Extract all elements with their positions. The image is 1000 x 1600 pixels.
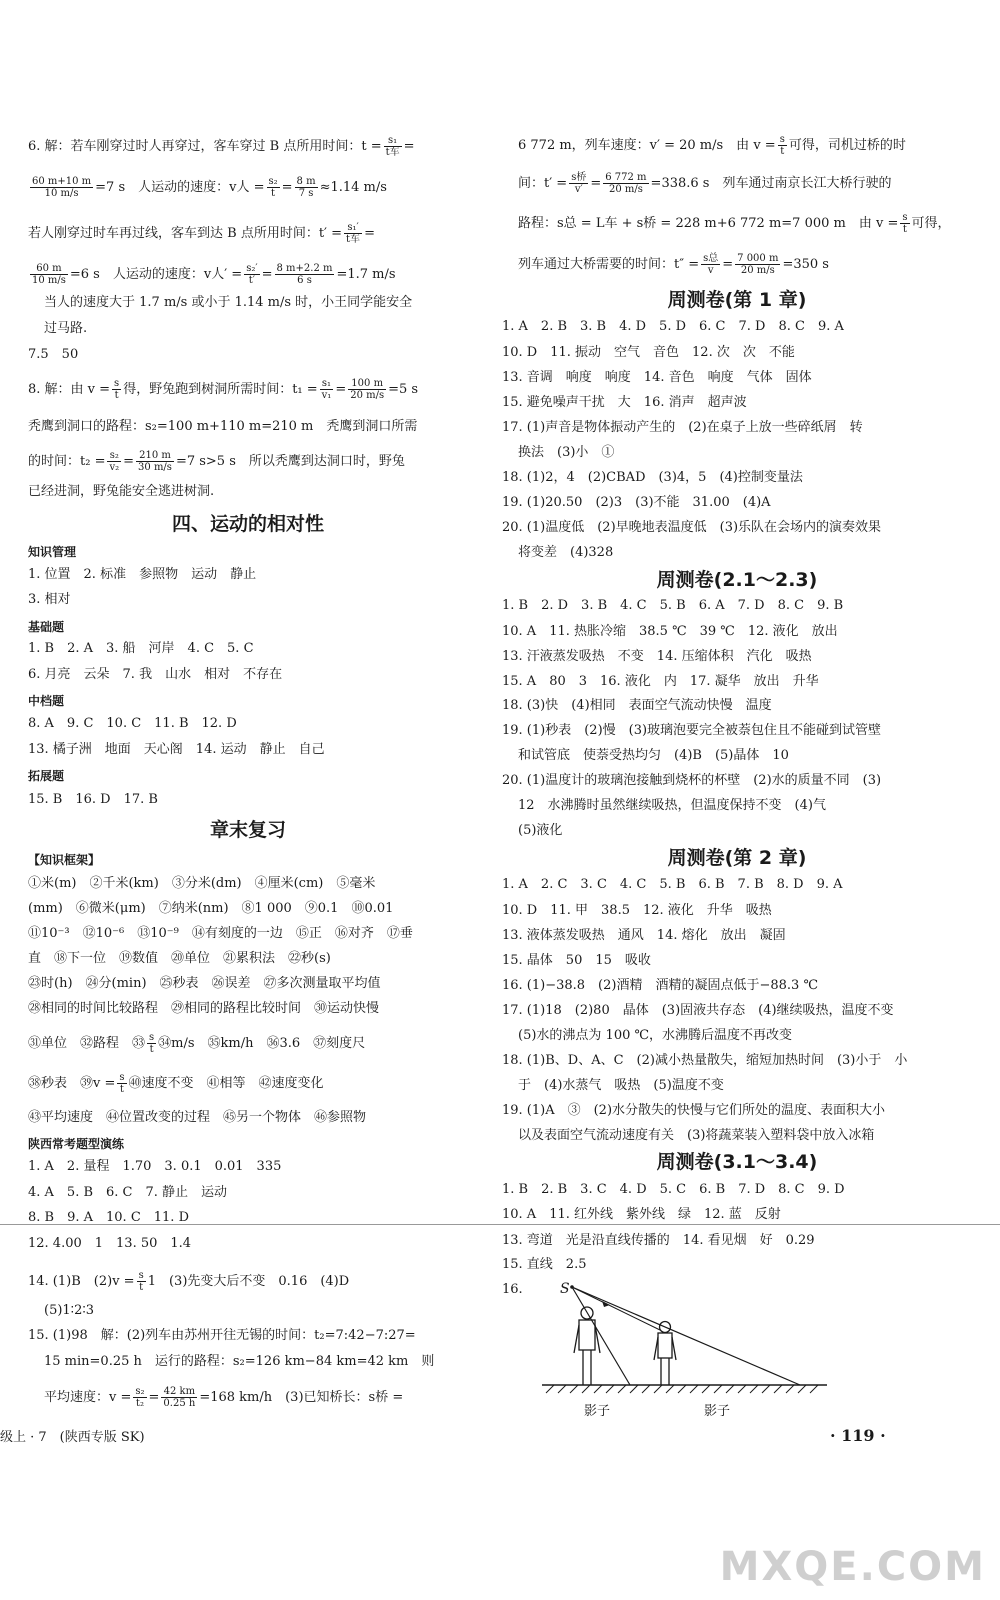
q6-line6: 过马路. xyxy=(44,321,88,336)
w1-line-5: 换法 (3)小 ① xyxy=(518,445,615,460)
kj-line2: (mm) ⑥微米(μm) ⑦纳米(nm) ⑧1 000 ⑨0.1 ⑩0.01 xyxy=(28,901,394,916)
tz-line15: 15. B 16. D 17. B xyxy=(28,792,158,807)
w2-line-1: 10. A 11. 热胀冷缩 38.5 ℃ 39 ℃ 12. 液化 放出 xyxy=(502,624,838,639)
w3-line-9: 19. (1)A ③ (2)水分散失的快慢与它们所处的温度、表面积大小 xyxy=(502,1103,886,1118)
sx-line15b: 15 min=0.25 h 运行的路程：s₂=126 km−84 km=42 km 则 xyxy=(44,1354,435,1369)
w4-line-2: 13. 弯道 光是沿直线传播的 14. 看见烟 好 0.29 xyxy=(502,1233,815,1248)
page-divider xyxy=(0,1224,1000,1225)
w2-line-7: 20. (1)温度计的玻璃泡接触到烧杯的杯壁 (2)水的质量不同 (3) xyxy=(502,773,882,788)
q8-line3: 的时间：t₂ = $\frac{\text{s₂}}{\text{v₂}}$ = $\frac{210 m}{30 m/s}$ =7 s>5 s 所以秃鹰到达洞口时，野兔 xyxy=(28,450,405,473)
kj-line5: ㉓时(h) ㉔分(min) ㉕秒表 ㉖误差 ㉗多次测量取平均值 xyxy=(28,976,381,991)
shadow-diagram xyxy=(532,1275,832,1440)
q6-line4: $\frac{60 m}{10 m/s}$ =6 s 人运动的速度：v人′ = $\frac{\text{s₂′}}{t'}$ = $\frac{8 m+2.2 m}{6 s}$ =1.7 m/s xyxy=(32,263,396,286)
w3-line-5: 17. (1)18 (2)80 晶体 (3)固液共存态 (4)继续吸热，温度不变 xyxy=(502,1003,894,1018)
w2-line-9: (5)液化 xyxy=(518,823,563,838)
q8-line4: 已经进洞，野兔能安全逃进树洞. xyxy=(28,484,215,499)
sx-line15a: 15. (1)98 解：(2)列车由苏州开往无锡的时间：t₂=7:42−7:27= xyxy=(28,1328,416,1343)
sx-line4: 4. A 5. B 6. C 7. 静止 运动 xyxy=(28,1185,228,1200)
sx-line14: 14. (1)B (2)v = $\frac{s}{t}$ 1 (3)先变大后不变 0.16 (4)D xyxy=(28,1270,350,1293)
cont-line1: 6 772 m，列车速度：v′ = 20 m/s 由 v = $\frac{s}{t}$ 可得，司机过桥的时 xyxy=(518,134,906,157)
weekly-test-3-1-title: 周测卷(3.1～3.4) xyxy=(656,1151,818,1173)
w1-line-6: 18. (1)2，4 (2)CBAD (3)4，5 (4)控制变量法 xyxy=(502,470,803,485)
q8-line1: 8. 解：由 v = $\frac{s}{t}$ 得，野兔跑到树洞所需时间：t₁ = $\frac{\text{s₁}}{\text{v₁}}$ = $\frac{100 m}{20 m/s}$ =5 s xyxy=(28,378,419,401)
sx-line12: 12. 4.00 1 13. 50 1.4 xyxy=(28,1236,192,1251)
w3-line-2: 13. 液体蒸发吸热 通风 14. 熔化 放出 凝固 xyxy=(502,928,786,943)
w2-line-4: 18. (3)快 (4)相同 表面空气流动快慢 温度 xyxy=(502,698,772,713)
page-number: · 119 · xyxy=(830,1426,886,1445)
w1-line-0: 1. A 2. B 3. B 4. D 5. D 6. C 7. D 8. C 9. A xyxy=(502,319,844,334)
heading-basic: 基础题 xyxy=(28,620,65,634)
q7: 7.5 50 xyxy=(28,347,79,362)
sx-line14b: (5)1∶2∶3 xyxy=(44,1303,94,1318)
w2-line-2: 13. 汗液蒸发吸热 不变 14. 压缩体积 汽化 吸热 xyxy=(502,649,812,664)
kj-line4: 直 ⑱下一位 ⑲数值 ⑳单位 ㉑累积法 ㉒秒(s) xyxy=(28,951,331,966)
w2-line-8: 12 水沸腾时虽然继续吸热，但温度保持不变 (4)气 xyxy=(518,798,826,813)
w1-line-1: 10. D 11. 振动 空气 音色 12. 次 次 不能 xyxy=(502,345,795,360)
cont-line2: 间：t′ = $\frac{\text{s桥}}{v'}$ = $\frac{6 772 m}{20 m/s}$ =338.6 s 列车通过南京长江大桥行驶的 xyxy=(518,172,892,195)
w4-line-0: 1. B 2. B 3. C 4. D 5. C 6. B 7. D 8. C 9. D xyxy=(502,1182,845,1197)
sx-line15c: 平均速度：v = $\frac{\text{s₂}}{\text{t₂}}$ = $\frac{42 km}{0.25 h}$ =168 km/h (3)已知桥长：s桥 = xyxy=(44,1386,404,1409)
w3-line-7: 18. (1)B、D、A、C (2)减小热量散失，缩短加热时间 (3)小于 小 xyxy=(502,1053,908,1068)
q8-line2: 秃鹰到洞口的路程：s₂=100 m+110 m=210 m 秃鹰到洞口所需 xyxy=(28,419,418,434)
w3-line-0: 1. A 2. C 3. C 4. C 5. B 6. B 7. B 8. D 9. A xyxy=(502,877,843,892)
q6-line1: 6. 解：若车刚穿过时人再穿过，客车穿过 B 点所用时间：t = $\frac{\text{s₁}}{\text{t车}}$ = xyxy=(28,135,415,158)
zd-line8: 8. A 9. C 10. C 11. B 12. D xyxy=(28,716,237,731)
w3-line-6: (5)水的沸点为 100 ℃，水沸腾后温度不再改变 xyxy=(518,1028,793,1043)
q6-line2: $\frac{60 m+10 m}{10 m/s}$ =7 s 人运动的速度：v人 = $\frac{\text{s₂}}{t}$ = $\frac{8 m}{7 s}$ ≈1.14 m/s xyxy=(32,176,387,199)
w4-line-3: 15. 直线 2.5 xyxy=(502,1257,587,1272)
ray-to-far-shadow xyxy=(572,1287,800,1385)
w4-line-4: 16. xyxy=(502,1282,523,1297)
kj-line7: ㉛单位 ㉜路程 ㉝ $\frac{s}{t}$ ㉞m/s ㉟km/h ㊱3.6 ㊲刻度尺 xyxy=(28,1032,366,1055)
w2-line-0: 1. B 2. D 3. B 4. C 5. B 6. A 7. D 8. C 9. B xyxy=(502,598,844,613)
zd-line13: 13. 橘子洲 地面 天心阁 14. 运动 静止 自己 xyxy=(28,742,325,757)
person-far xyxy=(654,1322,676,1386)
heading-medium: 中档题 xyxy=(28,694,65,708)
sx-line1: 1. A 2. 量程 1.70 3. 0.1 0.01 335 xyxy=(28,1159,282,1174)
heading-extension: 拓展题 xyxy=(28,769,65,783)
sx-line8: 8. B 9. A 10. C 11. D xyxy=(28,1210,189,1225)
w2-line-3: 15. A 80 3 16. 液化 内 17. 凝华 放出 升华 xyxy=(502,674,819,689)
shadow-label-1: 影子 xyxy=(584,1404,611,1419)
kj-line6: ㉘相同的时间比较路程 ㉙相同的路程比较时间 ㉚运动快慢 xyxy=(28,1001,380,1016)
w3-line-4: 16. (1)−38.8 (2)酒精 酒精的凝固点低于−88.3 ℃ xyxy=(502,978,818,993)
heading-knowledge: 知识管理 xyxy=(28,545,77,559)
weekly-test-ch2-title: 周测卷(第 2 章) xyxy=(667,847,807,869)
jc-line1: 1. B 2. A 3. 船 河岸 4. C 5. C xyxy=(28,641,254,656)
weekly-test-ch1-title: 周测卷(第 1 章) xyxy=(667,289,807,311)
w1-line-8: 20. (1)温度低 (2)早晚地表温度低 (3)乐队在会场内的演奏效果 xyxy=(502,520,882,535)
w1-line-2: 13. 音调 响度 响度 14. 音色 响度 气体 固体 xyxy=(502,370,812,385)
w3-line-10: 以及表面空气流动速度有关 (3)将蔬菜装入塑料袋中放入冰箱 xyxy=(518,1128,875,1143)
kj-line3: ⑪10⁻³ ⑫10⁻⁶ ⑬10⁻⁹ ⑭有刻度的一边 ⑮正 ⑯对齐 ⑰垂 xyxy=(28,926,413,941)
jc-line6: 6. 月亮 云朵 7. 我 山水 相对 不存在 xyxy=(28,667,283,682)
w2-line-6: 和试管底 使萘受热均匀 (4)B (5)晶体 10 xyxy=(518,748,789,763)
footer-left: 级上 · 7 (陕西专版 SK) xyxy=(0,1430,145,1445)
person-near xyxy=(574,1307,600,1385)
w1-line-7: 19. (1)20.50 (2)3 (3)不能 31.00 (4)A xyxy=(502,495,771,510)
section-title-relativity: 四、运动的相对性 xyxy=(171,513,324,535)
section-title-review: 章末复习 xyxy=(209,819,286,841)
kj-line8: ㊳秒表 ㊴v = $\frac{s}{t}$ ㊵速度不变 ㊶相等 ㊷速度变化 xyxy=(28,1072,324,1095)
heading-framework: 【知识框架】 xyxy=(28,853,101,867)
zs-line1: 1. 位置 2. 标准 参照物 运动 静止 xyxy=(28,567,257,582)
w3-line-8: 于 (4)水蒸气 吸热 (5)温度不变 xyxy=(518,1078,724,1093)
cont-line4: 列车通过大桥需要的时间：t″ = $\frac{\text{s总}}{v}$ = $\frac{7 000 m}{20 m/s}$ =350 s xyxy=(518,253,829,276)
w3-line-3: 15. 晶体 50 15 吸收 xyxy=(502,953,651,968)
w2-line-5: 19. (1)秒表 (2)慢 (3)玻璃泡要完全被萘包住且不能碰到试管壁 xyxy=(502,723,882,738)
ground-hatch xyxy=(546,1385,818,1393)
weekly-test-2-1-title: 周测卷(2.1～2.3) xyxy=(656,569,818,591)
light-source-label: S xyxy=(560,1281,570,1297)
shadow-label-2: 影子 xyxy=(704,1404,731,1419)
kj-line9: ㊸平均速度 ㊹位置改变的过程 ㊺另一个物体 ㊻参照物 xyxy=(28,1110,367,1125)
kj-line1: ①米(m) ②千米(km) ③分米(dm) ④厘米(cm) ⑤毫米 xyxy=(28,876,376,891)
heading-shaanxi: 陕西常考题型演练 xyxy=(28,1137,125,1151)
q6-line5: 当人的速度大于 1.7 m/s 或小于 1.14 m/s 时，小王同学能安全 xyxy=(44,295,413,310)
w3-line-1: 10. D 11. 甲 38.5 12. 液化 升华 吸热 xyxy=(502,903,772,918)
w1-line-3: 15. 避免噪声干扰 大 16. 消声 超声波 xyxy=(502,395,747,410)
zs-line3: 3. 相对 xyxy=(28,592,71,607)
cont-line3: 路程：s总 = L车 + s桥 = 228 m+6 772 m=7 000 m 由 v = $\frac{s}{t}$ 可得， xyxy=(518,212,951,235)
w1-line-4: 17. (1)声音是物体振动产生的 (2)在桌子上放一些碎纸屑 转 xyxy=(502,420,863,435)
w1-line-9: 将变差 (4)328 xyxy=(518,545,614,560)
watermark: MXQE.COM xyxy=(719,1544,986,1590)
q6-line3: 若人刚穿过时车再过线，客车到达 B 点所用时间：t′ = $\frac{\text{s₁′}}{\text{t车}}$ = xyxy=(28,222,375,245)
w4-line-1: 10. A 11. 红外线 紫外线 绿 12. 蓝 反射 xyxy=(502,1207,781,1222)
